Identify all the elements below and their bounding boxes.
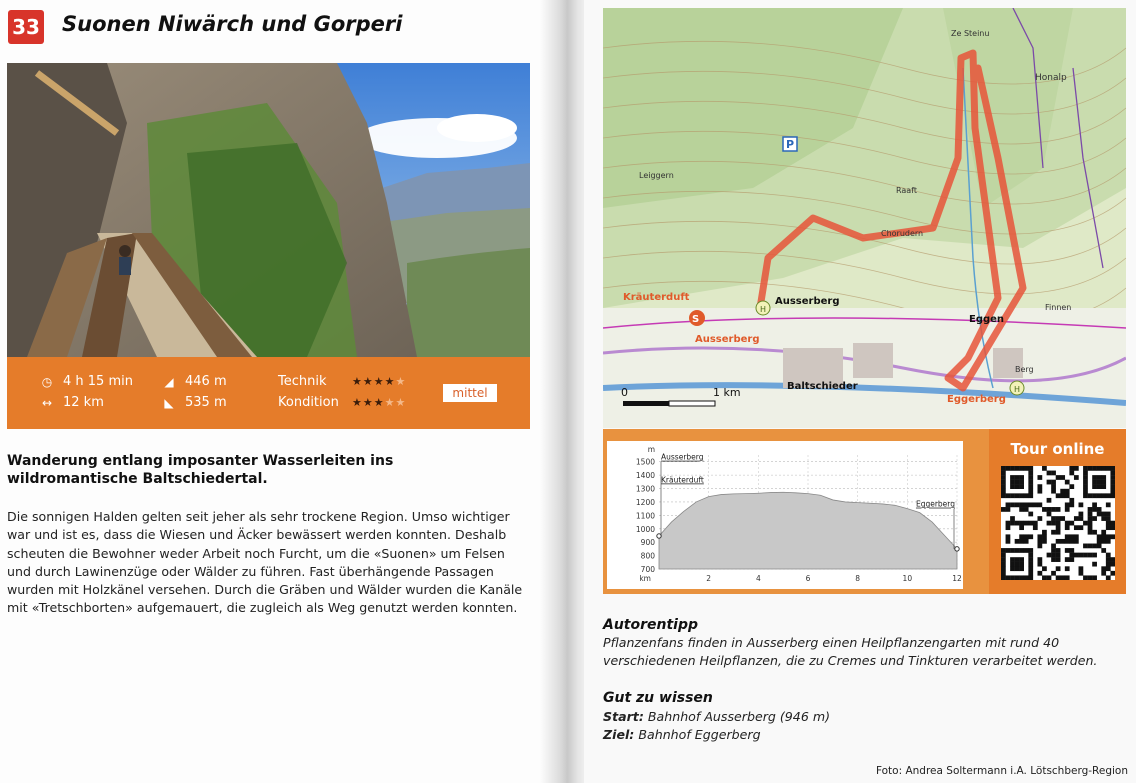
y-tick-label: 1200 xyxy=(635,497,655,507)
x-axis-label: km xyxy=(639,574,651,583)
distance-arrow-icon: ↔ xyxy=(41,395,53,410)
difficulty-level-badge: mittel xyxy=(443,384,497,402)
map-label: Ausserberg xyxy=(695,334,760,345)
y-tick-label: 1100 xyxy=(635,511,655,521)
elevation-area xyxy=(659,492,957,569)
map-label: Raaft xyxy=(896,186,917,195)
star-filled-icon: ★ xyxy=(373,375,385,388)
annotation-label: Eggerberg xyxy=(915,499,955,509)
map-label: Ausserberg xyxy=(775,296,840,307)
annotation-label: Ausserberg xyxy=(661,452,704,462)
body-paragraph: Die sonnigen Halden gelten seit jeher als sehr trockene Region. Umso wichtiger war und ist es, dass die Wiesen und Äcker bewässert werden konnten. Deshalb scheuten die Bewohner weder Arbeit noch Furcht, um die «Suonen» um Felsen und durch Lawinenzüge oder Wälder zu führen. Fast überhängende Passagen wurden mit Holzkänel versehen. Durch die Gräben und Wälder wurden die Kanäle mit «Tretschborten» aufgemauert, die zugleich als Weg genutzt werden konnten. xyxy=(7,509,523,616)
map-label: Finnen xyxy=(1045,303,1072,312)
map-label: Berg xyxy=(1015,365,1034,374)
x-tick-label: 6 xyxy=(805,574,811,583)
distance: ↔ 12 km xyxy=(39,395,104,410)
qr-code-image xyxy=(1001,466,1115,580)
kondition-rating: Kondition ★★★★★ xyxy=(278,395,407,410)
technik-stars xyxy=(352,375,406,388)
autorentipp-heading: Autorentipp xyxy=(603,617,699,633)
station-icon xyxy=(689,310,705,326)
tour-title: Suonen Niwärch und Gorperi xyxy=(62,12,403,36)
star-filled-icon: ★ xyxy=(362,375,374,388)
tour-info-bar xyxy=(7,357,530,429)
y-tick-label: 900 xyxy=(640,538,655,548)
star-empty-icon: ★ xyxy=(384,396,396,409)
y-tick-label: 1500 xyxy=(635,457,655,467)
topographic-map xyxy=(603,8,1126,428)
star-filled-icon: ★ xyxy=(352,396,363,409)
y-tick-label: 700 xyxy=(640,565,655,574)
x-tick-label: 2 xyxy=(706,574,712,583)
svg-text:0: 0 xyxy=(621,386,628,399)
autorentipp-text: Pflanzenfans finden in Ausserberg einen Heilpflanzengarten mit rund 40 verschiedenen Heilpflanzen, die zu Cremes und Tinkturen verarbeitet werden. xyxy=(603,635,1098,669)
x-tick-label: 8 xyxy=(855,574,861,583)
duration: ◷ 4 h 15 min xyxy=(39,374,133,389)
ziel-line: Ziel: Bahnhof Eggerberg xyxy=(603,727,761,742)
map-label: Chorudern xyxy=(881,229,924,238)
route-map xyxy=(603,8,1126,428)
y-tick-label: 1000 xyxy=(635,524,655,534)
gut-zu-wissen-heading: Gut zu wissen xyxy=(603,690,713,706)
map-label: Kräuterduft xyxy=(623,292,690,303)
ascent-icon: ◢ xyxy=(164,374,174,389)
star-empty-icon: ★ xyxy=(395,396,407,409)
svg-text:1 km: 1 km xyxy=(713,386,741,399)
y-tick-label: 800 xyxy=(640,551,655,561)
star-filled-icon: ★ xyxy=(362,396,374,409)
annotation-label: Kräuterduft xyxy=(661,475,704,485)
descent-icon: ◣ xyxy=(164,395,174,410)
y-tick-label: 1300 xyxy=(635,484,655,494)
elevation-profile-chart xyxy=(607,441,963,589)
map-label: Eggerberg xyxy=(947,394,1006,405)
map-label: Leiggern xyxy=(639,171,674,180)
qr-code[interactable] xyxy=(1001,466,1115,580)
x-tick-label: 10 xyxy=(902,574,913,583)
svg-text:S: S xyxy=(692,314,700,325)
map-label: Honalp xyxy=(1035,73,1067,83)
star-empty-icon: ★ xyxy=(395,375,407,388)
y-axis-label: m xyxy=(647,445,655,454)
tour-number-badge: 33 xyxy=(8,10,44,44)
map-label: Eggen xyxy=(969,314,1005,325)
hotel-marker xyxy=(1010,381,1024,395)
tour-online-label: Tour online xyxy=(1010,440,1105,458)
map-label: Ze Steinu xyxy=(951,29,990,38)
star-filled-icon: ★ xyxy=(352,375,363,388)
svg-text:P: P xyxy=(786,138,795,151)
technik-rating: Technik ★★★★★ xyxy=(278,374,407,389)
star-filled-icon: ★ xyxy=(384,375,396,388)
tour-online-box[interactable] xyxy=(989,429,1126,594)
book-gutter xyxy=(540,0,590,783)
x-tick-label: 4 xyxy=(755,574,761,583)
map-label: Baltschieder xyxy=(787,381,858,392)
svg-text:H: H xyxy=(760,305,767,314)
elevation-profile-panel xyxy=(603,429,1126,594)
descent: ◣ 535 m xyxy=(161,395,227,410)
x-tick-label: 12 xyxy=(952,574,962,583)
clock-icon: ◷ xyxy=(41,374,53,389)
tour-photo xyxy=(7,63,530,357)
hotel-marker xyxy=(756,301,770,315)
y-tick-label: 1400 xyxy=(635,471,655,481)
start-line: Start: Bahnhof Ausserberg (946 m) xyxy=(603,709,831,724)
star-filled-icon: ★ xyxy=(373,396,385,409)
elevation-svg xyxy=(607,441,963,589)
start-point xyxy=(657,534,661,538)
cliff-path-photo xyxy=(7,63,530,357)
photo-credit: Foto: Andrea Soltermann i.A. Lötschberg-Region xyxy=(875,765,1128,777)
svg-text:H: H xyxy=(1014,385,1021,394)
kondition-stars xyxy=(352,396,406,409)
ascent: ◢ 446 m xyxy=(161,374,227,389)
lead-paragraph: Wanderung entlang imposanter Wasserleiten ins wildromantische Baltschiedertal. xyxy=(7,453,394,487)
end-point xyxy=(955,547,959,551)
